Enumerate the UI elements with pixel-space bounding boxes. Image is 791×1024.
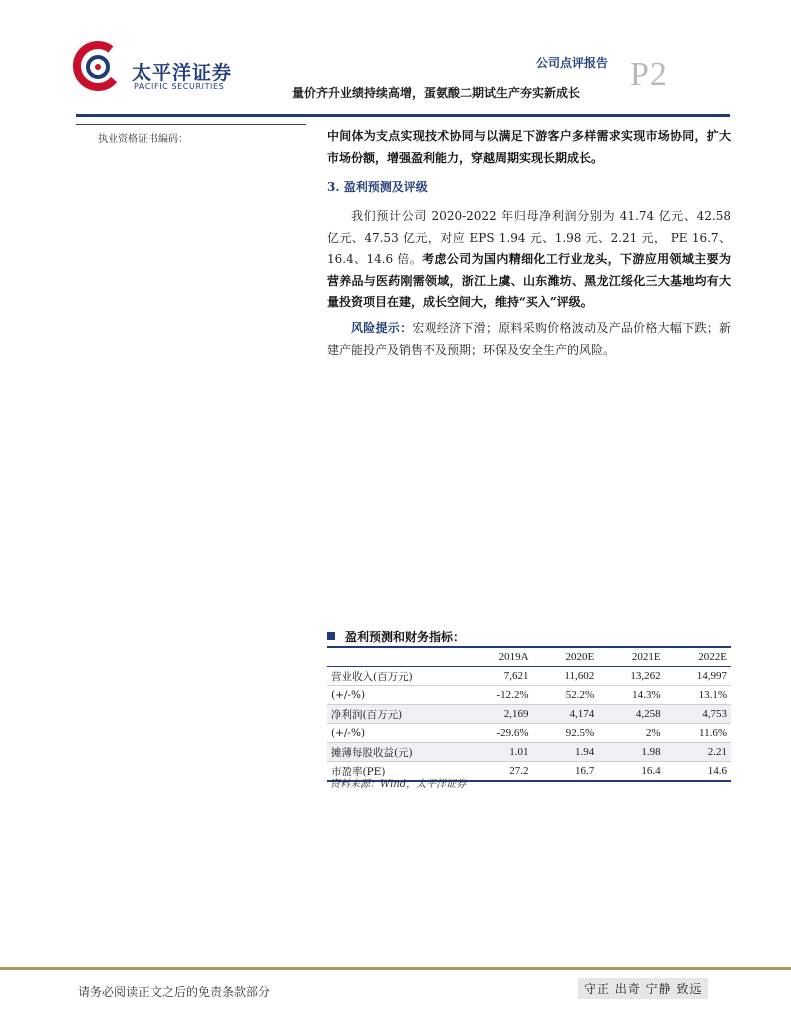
square-bullet-icon xyxy=(327,632,335,640)
table-cell: 14.3% xyxy=(598,686,664,705)
page-number-mark: P2 xyxy=(630,56,668,93)
pacific-securities-logo-icon xyxy=(72,40,124,92)
brand-name-cn: 太平洋证券 xyxy=(132,62,233,84)
sidebar-divider xyxy=(76,124,306,125)
table-header-row xyxy=(327,647,731,667)
company-motto: 守正 出奇 宁静 致远 xyxy=(578,978,708,999)
intro-paragraph: 中间体为支点实现技术协同与以满足下游客户多样需求实现市场协同，扩大市场份额，增强盈利能力，穿越周期实现长期成长。 xyxy=(327,129,731,165)
header-divider xyxy=(76,114,730,117)
table-cell: 4,753 xyxy=(665,705,731,724)
row-label: 摊薄每股收益(元) xyxy=(327,743,463,762)
table-header-cell xyxy=(327,647,463,667)
table-cell: 4,174 xyxy=(533,705,599,724)
table-row xyxy=(327,743,731,762)
row-label: 营业收入(百万元) xyxy=(327,667,463,686)
table-cell: 11,602 xyxy=(533,667,599,686)
table-cell: 14,997 xyxy=(665,667,731,686)
table-cell: 27.2 xyxy=(463,762,533,782)
table-title xyxy=(327,628,465,645)
forecast-emphasis: 考虑公司为国内精细化工行业龙头，下游应用领域主要为营养品与医药刚需领域，浙江上虞、山东潍坊、黑龙江绥化三大基地均有大量投资项目在建，成长空间大，维持“买入”评级。 xyxy=(327,252,731,309)
table-title-text: 盈利预测和财务指标： xyxy=(345,630,466,644)
financial-forecast-table xyxy=(327,646,731,782)
risk-text: 宏观经济下滑；原料采购价格波动及产品价格大幅下跌；新建产能投产及销售不及预期；环保及安全生产的风险。 xyxy=(327,321,731,357)
section-heading: 3. 盈利预测及评级 xyxy=(327,180,428,194)
forecast-paragraph xyxy=(327,206,731,314)
table-cell: 16.4 xyxy=(598,762,664,782)
row-label: 市盈率(PE) xyxy=(327,762,463,782)
table-source-note: 资料来源：Wind，太平洋证券 xyxy=(330,779,467,790)
row-label: (+/-%) xyxy=(327,686,463,705)
report-type-label: 公司点评报告 xyxy=(536,56,609,70)
table-cell: 14.6 xyxy=(665,762,731,782)
table-header-cell: 2021E xyxy=(598,647,664,667)
table-cell: 1.01 xyxy=(463,743,533,762)
table-cell: -12.2% xyxy=(463,686,533,705)
table-header-cell: 2019A xyxy=(463,647,533,667)
table-cell: 2,169 xyxy=(463,705,533,724)
risk-paragraph xyxy=(327,318,731,361)
table-cell: 7,621 xyxy=(463,667,533,686)
risk-label: 风险提示： xyxy=(351,321,413,335)
table-cell: 1.98 xyxy=(598,743,664,762)
table-cell: 11.6% xyxy=(665,724,731,743)
row-label: (+/-%) xyxy=(327,724,463,743)
forecast-text: 我们预计公司 2020-2022 年归母净利润分别为 41.74 亿元、42.58 亿元、47.53 亿元，对应 EPS 1.94 元、1.98 元、2.21 元， PE 16.7、16.4、14.6 倍。 xyxy=(327,209,731,266)
table-cell: 13,262 xyxy=(598,667,664,686)
table-cell: 2.21 xyxy=(665,743,731,762)
brand-name-en: PACIFIC SECURITIES xyxy=(134,82,225,91)
table-cell: 52.2% xyxy=(533,686,599,705)
table-row xyxy=(327,686,731,705)
row-label: 净利润(百万元) xyxy=(327,705,463,724)
certificate-number-label: 执业资格证书编码： xyxy=(98,134,188,145)
table-cell: 13.1% xyxy=(665,686,731,705)
table-cell: 16.7 xyxy=(533,762,599,782)
table-cell: -29.6% xyxy=(463,724,533,743)
table-row xyxy=(327,667,731,686)
table-row xyxy=(327,705,731,724)
table-header-cell: 2020E xyxy=(533,647,599,667)
table-cell: 1.94 xyxy=(533,743,599,762)
footer-divider xyxy=(0,967,791,970)
table-cell: 92.5% xyxy=(533,724,599,743)
disclaimer-notice: 请务必阅读正文之后的免责条款部分 xyxy=(78,985,271,999)
table-header-cell: 2022E xyxy=(665,647,731,667)
report-title: 量价齐升业绩持续高增，蛋氨酸二期试生产夯实新成长 xyxy=(292,86,581,100)
table-row xyxy=(327,724,731,743)
table-cell: 2% xyxy=(598,724,664,743)
table-cell: 4,258 xyxy=(598,705,664,724)
